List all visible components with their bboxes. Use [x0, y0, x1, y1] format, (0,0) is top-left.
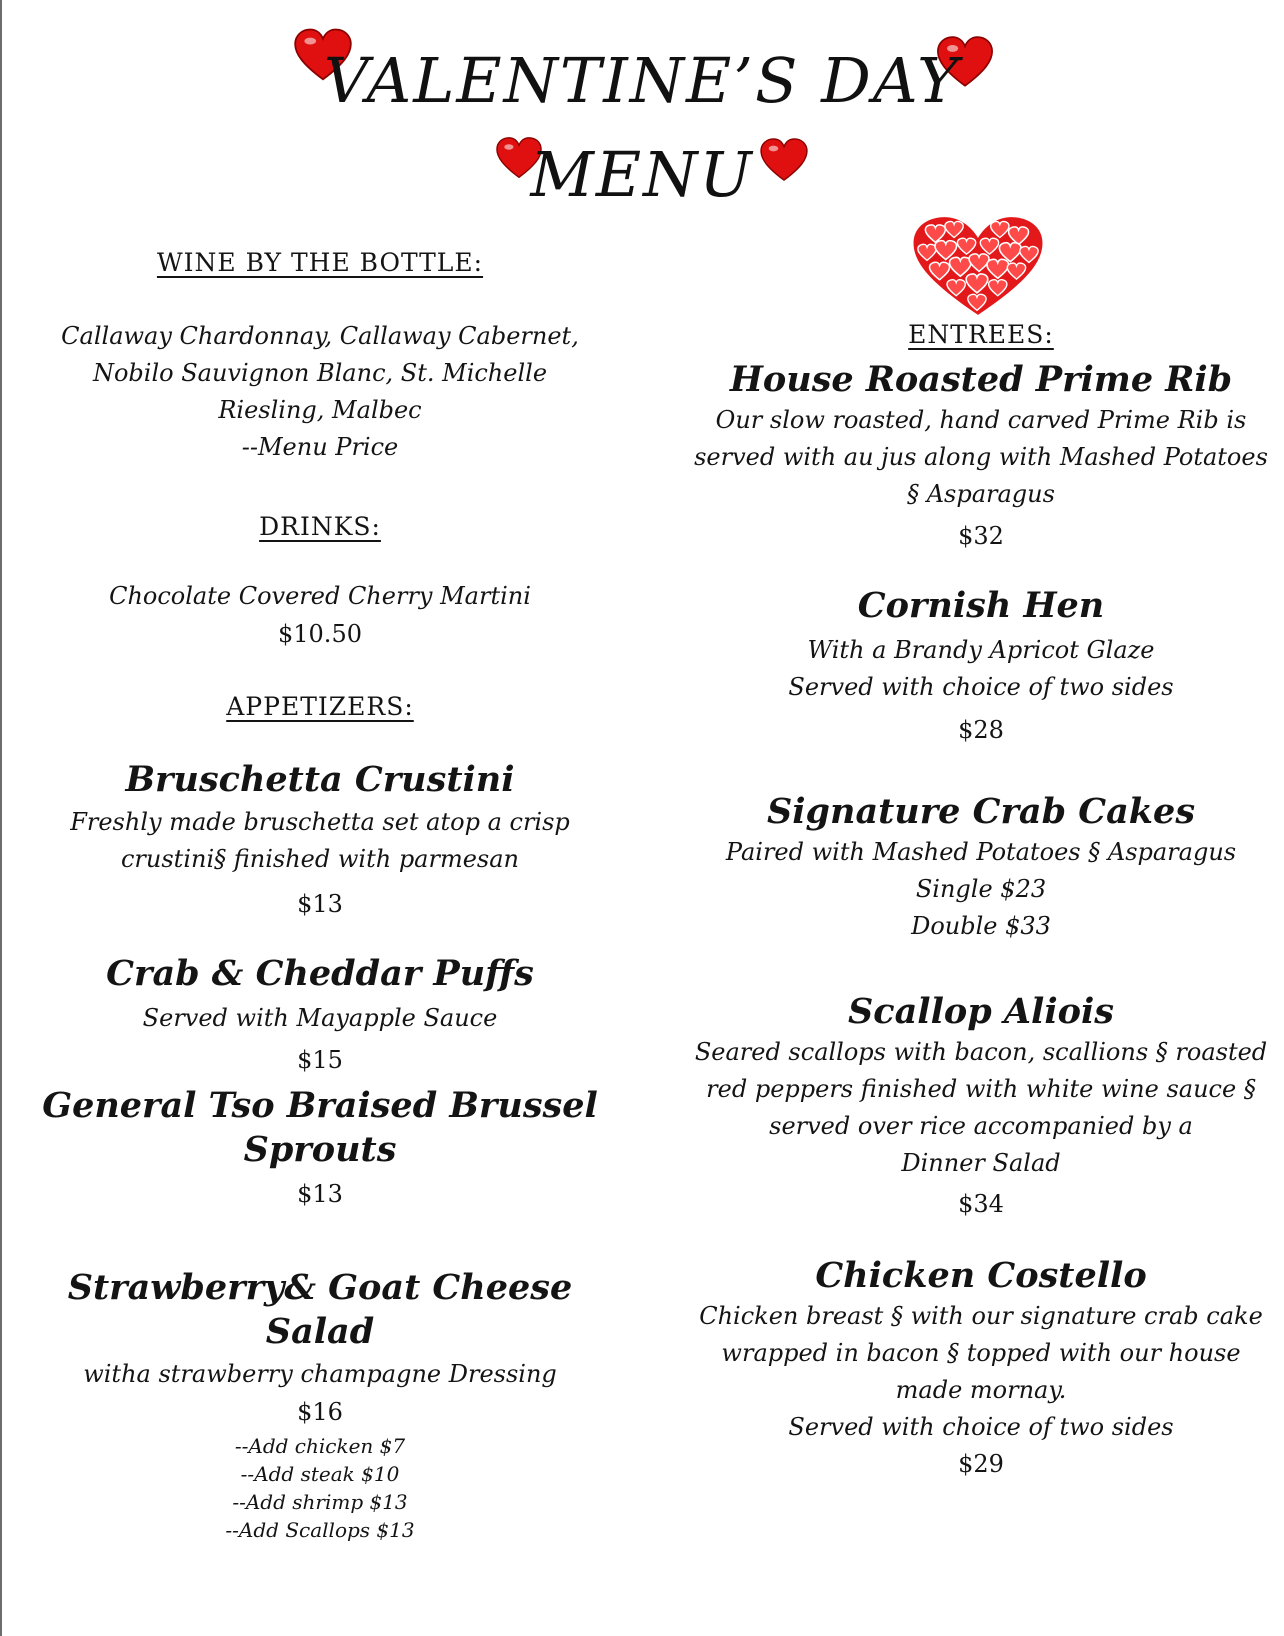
- addon-list: [14, 1432, 626, 1544]
- dish-name: Bruschetta Crustini: [125, 759, 515, 800]
- wine-line: --Menu Price: [241, 433, 399, 461]
- wine-list: [14, 318, 626, 466]
- desc-line: Dinner Salad: [901, 1149, 1061, 1177]
- dish-description: witha strawberry champagne Dressing: [83, 1360, 557, 1388]
- desc-line: Paired with Mashed Potatoes § Asparagus: [725, 838, 1237, 866]
- desc-line: Seared scallops with bacon, scallions § roasted: [694, 1038, 1268, 1066]
- desc-line: Served with choice of two sides: [788, 1413, 1174, 1441]
- desc-line: Served with choice of two sides: [788, 673, 1174, 701]
- desc-line: With a Brandy Apricot Glaze: [807, 636, 1155, 664]
- desc-line: crustini§ finished with parmesan: [120, 845, 519, 873]
- dish-price: $34: [958, 1190, 1004, 1218]
- desc-line: served over rice accompanied by a: [769, 1112, 1193, 1140]
- dish-name: Cornish Hen: [857, 585, 1105, 626]
- dish-price: $15: [297, 1046, 343, 1074]
- wine-heading: WINE BY THE BOTTLE:: [156, 248, 484, 277]
- dish-name: Crab & Cheddar Puffs: [106, 953, 534, 994]
- dish-price: $32: [958, 522, 1004, 550]
- dish-description: [686, 834, 1276, 945]
- desc-line: Double $33: [911, 912, 1051, 940]
- desc-line: wrapped in bacon § topped with our house: [721, 1339, 1241, 1367]
- drink-item: Chocolate Covered Cherry Martini: [109, 582, 531, 610]
- dish-price: $29: [958, 1450, 1004, 1478]
- dish-description: [686, 1298, 1276, 1446]
- addon-item: --Add Scallops $13: [225, 1518, 415, 1542]
- wine-line: Nobilo Sauvignon Blanc, St. Michelle: [92, 359, 548, 387]
- heart-cluster-icon: [910, 214, 1046, 318]
- page-edge-line: [0, 0, 2, 1636]
- appetizers-heading: APPETIZERS:: [226, 692, 414, 721]
- desc-line: red peppers finished with white wine sauce §: [706, 1075, 1256, 1103]
- menu-title-line1: VALENTINE’S DAY: [323, 44, 961, 117]
- desc-line: § Asparagus: [907, 480, 1055, 508]
- menu-title-line2: MENU: [530, 138, 754, 211]
- desc-line: served with au jus along with Mashed Potatoes: [694, 443, 1268, 471]
- desc-line: made mornay.: [895, 1376, 1067, 1404]
- entrees-heading: ENTREES:: [908, 320, 1054, 349]
- desc-line: Our slow roasted, hand carved Prime Rib is: [715, 406, 1247, 434]
- dish-name: Strawberry& Goat Cheese Salad: [67, 1267, 573, 1352]
- wine-line: Riesling, Malbec: [218, 396, 422, 424]
- dish-name: Signature Crab Cakes: [766, 791, 1196, 832]
- dish-description: [686, 1034, 1276, 1182]
- drinks-heading: DRINKS:: [259, 512, 381, 541]
- dish-name: Scallop Aliois: [848, 991, 1114, 1032]
- dish-price: $28: [958, 716, 1004, 744]
- desc-line: Freshly made bruschetta set atop a crisp: [70, 808, 570, 836]
- dish-name: Chicken Costello: [815, 1255, 1147, 1296]
- drink-price: $10.50: [278, 620, 362, 648]
- dish-name: House Roasted Prime Rib: [729, 359, 1233, 400]
- addon-item: --Add steak $10: [240, 1462, 400, 1486]
- desc-line: Chicken breast § with our signature crab cake: [699, 1302, 1263, 1330]
- dish-price: $13: [297, 890, 343, 918]
- dish-description: [686, 402, 1276, 513]
- dish-description: Served with Mayapple Sauce: [142, 1004, 498, 1032]
- dish-description: [14, 804, 626, 878]
- dish-name: General Tso Braised Brussel Sprouts: [42, 1085, 598, 1170]
- dish-description: [686, 632, 1276, 706]
- addon-item: --Add shrimp $13: [232, 1490, 408, 1514]
- dish-price: $16: [297, 1398, 343, 1426]
- wine-line: Callaway Chardonnay, Callaway Cabernet,: [61, 322, 579, 350]
- addon-item: --Add chicken $7: [234, 1434, 406, 1458]
- desc-line: Single $23: [915, 875, 1047, 903]
- dish-price: $13: [297, 1180, 343, 1208]
